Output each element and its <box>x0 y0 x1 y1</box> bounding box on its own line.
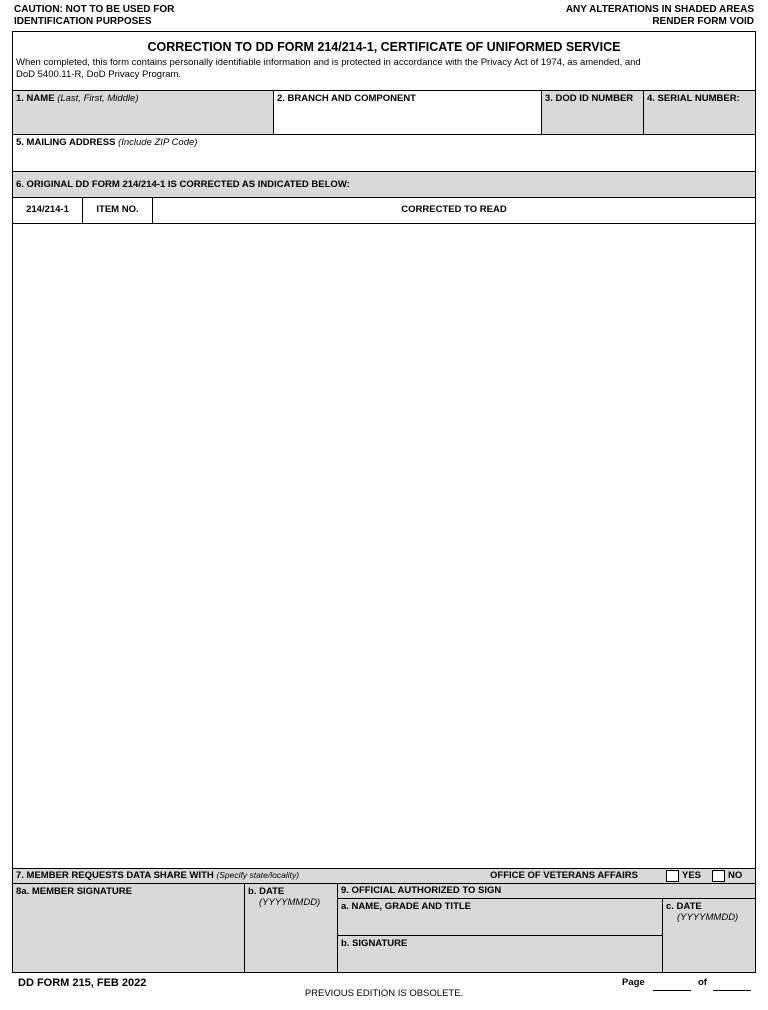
form-number-cell[interactable] <box>12 621 83 671</box>
section7-hint: (Specify state/locality) <box>216 870 300 880</box>
item-number-cell[interactable] <box>82 521 153 572</box>
section7-row <box>12 868 756 884</box>
corrections-label: 6. ORIGINAL DD FORM 214/214-1 IS CORRECTED AS INDICATED BELOW: <box>16 179 350 190</box>
name-cell[interactable] <box>12 90 274 135</box>
item-number-cell[interactable] <box>82 372 153 423</box>
form-title: CORRECTION TO DD FORM 214/214-1, CERTIFICATE OF UNIFORMED SERVICE <box>147 40 621 54</box>
corrected-text-cell[interactable] <box>152 770 756 820</box>
corrected-text-cell[interactable] <box>152 422 756 472</box>
page-label: Page <box>622 977 645 988</box>
branch-label: 2. BRANCH AND COMPONENT <box>277 93 416 104</box>
address-input[interactable] <box>13 150 755 172</box>
form-number-cell[interactable] <box>12 223 83 274</box>
item-number-cell[interactable] <box>82 223 153 274</box>
table-row <box>12 322 756 373</box>
col-header-form: 214/214-1 <box>12 197 83 224</box>
table-row <box>12 521 756 572</box>
form-number-cell[interactable] <box>12 770 83 820</box>
dod-id-input[interactable] <box>542 106 643 134</box>
corrected-text-cell[interactable] <box>152 471 756 522</box>
name-grade-label: a. NAME, GRADE AND TITLE <box>341 901 472 912</box>
official-date-label: c. DATE <box>666 901 702 912</box>
branch-input[interactable] <box>274 106 541 134</box>
item-number-cell[interactable] <box>82 770 153 820</box>
name-hint: (Last, First, Middle) <box>57 93 139 104</box>
item-number-cell[interactable] <box>82 471 153 522</box>
corrected-text-cell[interactable] <box>152 571 756 622</box>
corrected-text-cell[interactable] <box>152 273 756 323</box>
table-row <box>12 819 756 870</box>
form-number-cell[interactable] <box>12 422 83 472</box>
form-number-cell[interactable] <box>12 471 83 522</box>
table-row <box>12 770 756 820</box>
form-number-cell[interactable] <box>12 372 83 423</box>
col-header-item: ITEM NO. <box>82 197 153 224</box>
corrected-text-cell[interactable] <box>152 223 756 274</box>
no-checkbox[interactable] <box>712 870 725 882</box>
dod-id-cell[interactable] <box>541 90 644 135</box>
official-header <box>337 883 756 899</box>
table-row <box>12 621 756 671</box>
office-label: OFFICE OF VETERANS AFFAIRS <box>490 870 638 881</box>
caution-line-2: IDENTIFICATION PURPOSES <box>14 16 152 27</box>
item-number-cell[interactable] <box>82 273 153 323</box>
member-signature-cell[interactable] <box>12 883 245 973</box>
yes-checkbox[interactable] <box>666 870 679 882</box>
table-row <box>12 372 756 423</box>
address-label: 5. MAILING ADDRESS <box>16 137 116 148</box>
serial-input[interactable] <box>644 106 755 134</box>
corrections-header <box>12 171 756 198</box>
corrected-text-cell[interactable] <box>152 819 756 870</box>
item-number-cell[interactable] <box>82 819 153 870</box>
branch-cell[interactable] <box>273 90 542 135</box>
official-signature-cell[interactable] <box>337 935 663 973</box>
form-number-cell[interactable] <box>12 322 83 373</box>
alteration-notice <box>566 4 754 28</box>
privacy-line-2: DoD 5400.11-R, DoD Privacy Program. <box>16 69 182 80</box>
name-input[interactable] <box>13 106 273 134</box>
table-row <box>12 471 756 522</box>
form-number-cell[interactable] <box>12 571 83 622</box>
item-number-cell[interactable] <box>82 720 153 771</box>
item-number-cell[interactable] <box>82 571 153 622</box>
corrected-text-cell[interactable] <box>152 720 756 771</box>
corrected-text-cell[interactable] <box>152 621 756 671</box>
table-row <box>12 273 756 323</box>
table-body <box>12 223 756 869</box>
member-date-cell[interactable] <box>244 883 338 973</box>
yes-label: YES <box>682 870 702 881</box>
address-hint: (Include ZIP Code) <box>118 137 198 148</box>
item-number-cell[interactable] <box>82 422 153 472</box>
name-grade-cell[interactable] <box>337 898 663 936</box>
page-number-blank[interactable] <box>653 990 691 991</box>
col-header-corrected: CORRECTED TO READ <box>152 197 756 224</box>
table-row <box>12 223 756 274</box>
table-row <box>12 670 756 721</box>
official-date-cell[interactable] <box>662 898 756 973</box>
serial-cell[interactable] <box>643 90 756 135</box>
member-signature-label: 8a. MEMBER SIGNATURE <box>16 886 132 897</box>
form-number-cell[interactable] <box>12 720 83 771</box>
table-row <box>12 571 756 622</box>
privacy-statement <box>16 57 751 81</box>
member-date-label: b. DATE <box>248 886 285 897</box>
no-label: NO <box>728 870 743 881</box>
alteration-line-1: ANY ALTERATIONS IN SHADED AREAS <box>565 4 754 15</box>
form-number-cell[interactable] <box>12 273 83 323</box>
page-total-blank[interactable] <box>713 990 751 991</box>
of-label: of <box>698 977 707 988</box>
alteration-line-2: RENDER FORM VOID <box>652 16 754 27</box>
item-number-cell[interactable] <box>82 621 153 671</box>
section7-label: 7. MEMBER REQUESTS DATA SHARE WITH <box>16 870 214 881</box>
corrected-text-cell[interactable] <box>152 670 756 721</box>
name-label: 1. NAME <box>16 93 55 104</box>
caution-notice <box>14 4 174 28</box>
corrected-text-cell[interactable] <box>152 322 756 373</box>
item-number-cell[interactable] <box>82 322 153 373</box>
form-number-cell[interactable] <box>12 819 83 870</box>
member-date-hint: (YYYYMMDD) <box>259 897 321 908</box>
serial-label: 4. SERIAL NUMBER: <box>647 93 740 104</box>
form-id: DD FORM 215, FEB 2022 <box>18 977 147 989</box>
table-header-row <box>12 197 756 224</box>
table-row <box>12 422 756 472</box>
table-row <box>12 720 756 771</box>
corrected-text-cell[interactable] <box>152 372 756 423</box>
corrections-table <box>12 197 756 869</box>
official-date-hint: (YYYYMMDD) <box>677 912 739 923</box>
form-number-cell[interactable] <box>12 521 83 572</box>
caution-line-1: CAUTION: NOT TO BE USED FOR <box>14 4 175 15</box>
dod-id-label: 3. DOD ID NUMBER <box>545 93 634 104</box>
obsolete-notice: PREVIOUS EDITION IS OBSOLETE. <box>304 988 464 999</box>
privacy-line-1: When completed, this form contains personally identifiable information and is protected in accordance with the Privacy Act of 1974, as amended, and <box>16 57 641 68</box>
corrected-text-cell[interactable] <box>152 521 756 572</box>
item-number-cell[interactable] <box>82 670 153 721</box>
official-signature-label: b. SIGNATURE <box>341 938 408 949</box>
address-cell[interactable] <box>12 134 756 172</box>
form-number-cell[interactable] <box>12 670 83 721</box>
official-label: 9. OFFICIAL AUTHORIZED TO SIGN <box>341 885 502 896</box>
